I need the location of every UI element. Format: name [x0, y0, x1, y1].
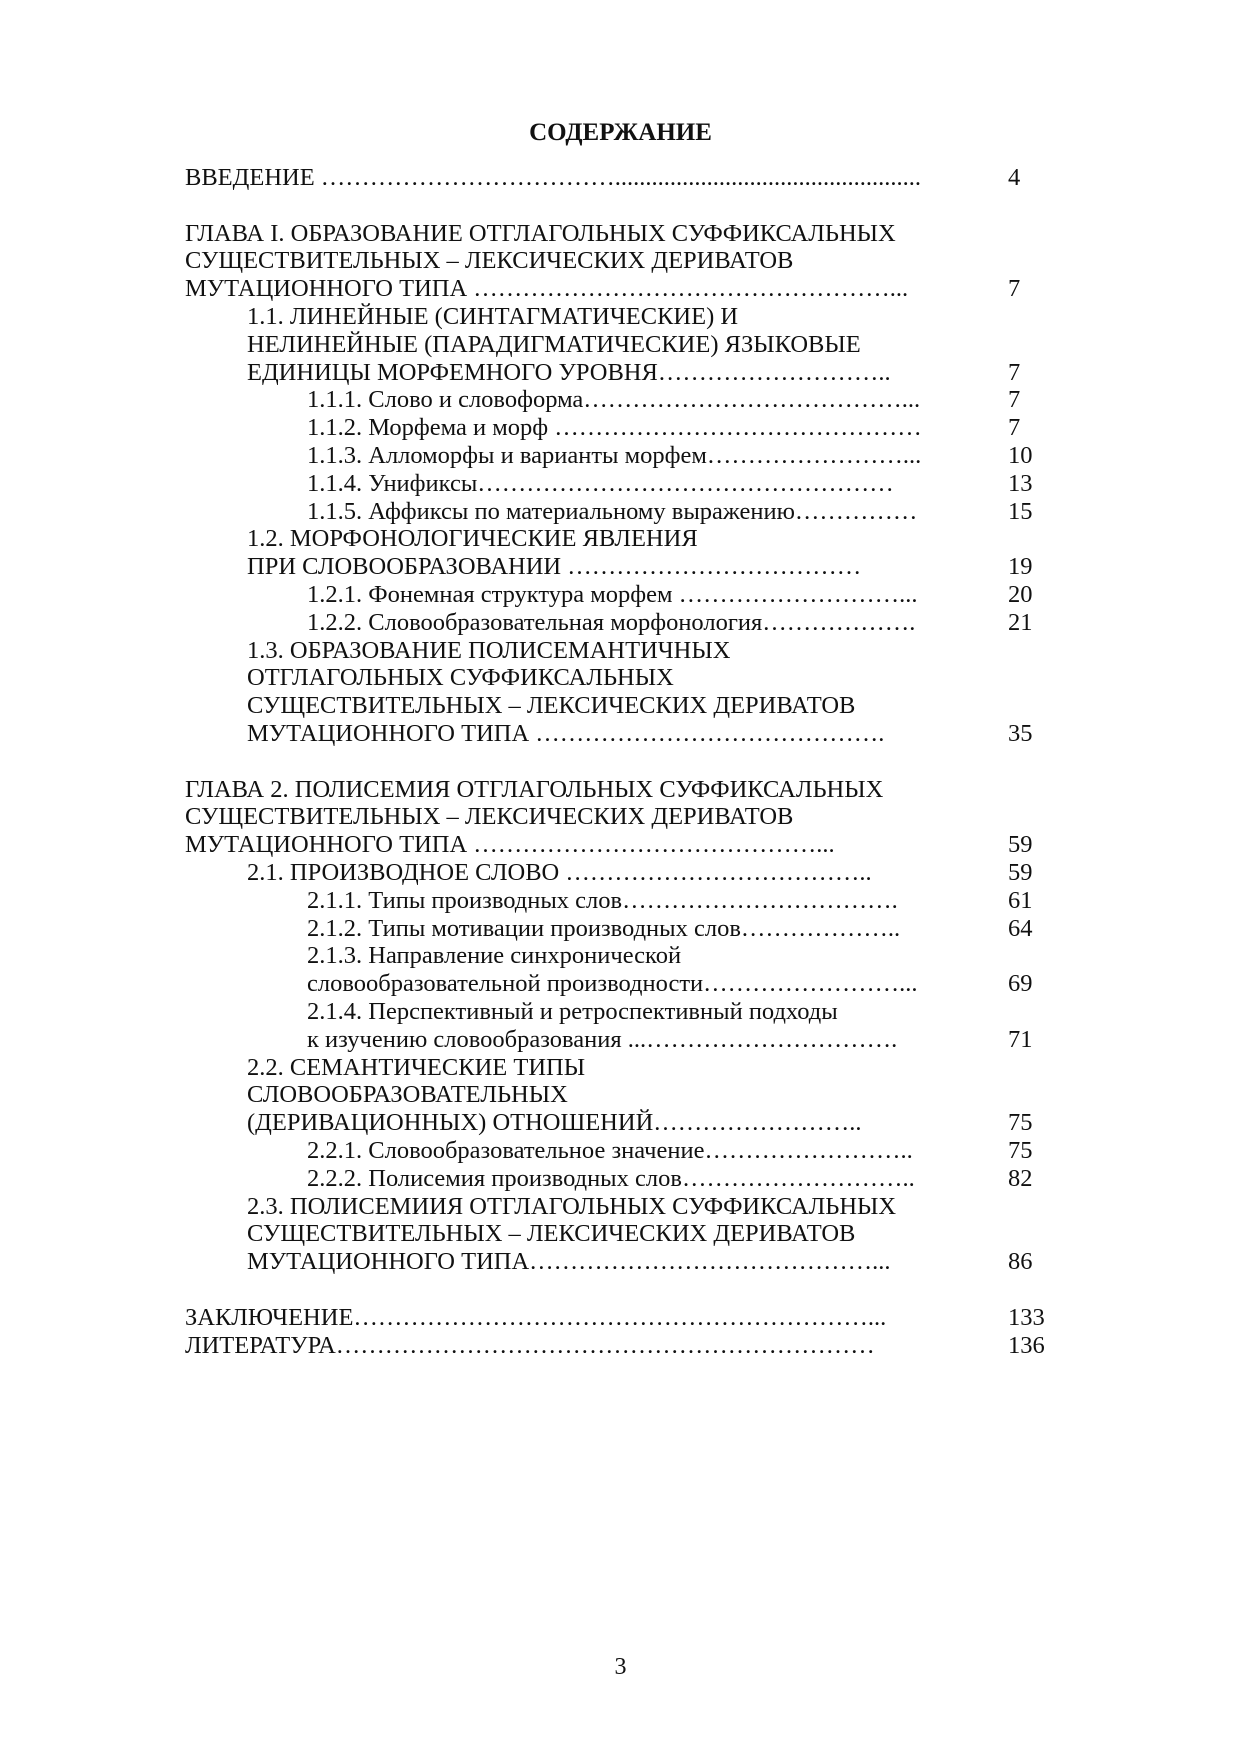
- toc-page-number: 19: [1008, 553, 1033, 581]
- toc-entry-line: 2.3. ПОЛИСЕМИИЯ ОТГЛАГОЛЬНЫХ СУФФИКСАЛЬНЫХ: [247, 1192, 897, 1220]
- toc-entry-line: ПРИ СЛОВООБРАЗОВАНИИ ………………………………: [247, 553, 862, 581]
- toc-entry-line: МУТАЦИОННОГО ТИПА ……………………………………………...: [185, 275, 909, 303]
- toc-entry-line: 2.2. СЕМАНТИЧЕСКИЕ ТИПЫ: [247, 1053, 586, 1081]
- toc-entry-line: МУТАЦИОННОГО ТИПА ……………………………………...: [185, 831, 835, 859]
- toc-entry-line: к изучению словообразования ...………………………….: [307, 1025, 898, 1053]
- toc-page-number: 59: [1008, 831, 1033, 859]
- toc-page-number: 7: [1008, 386, 1021, 414]
- toc-entry-line: ГЛАВА I. ОБРАЗОВАНИЕ ОТГЛАГОЛЬНЫХ СУФФИКСАЛЬНЫХ: [185, 219, 896, 247]
- toc-entry-line: 1.3. ОБРАЗОВАНИЕ ПОЛИСЕМАНТИЧНЫХ: [247, 636, 731, 664]
- toc-entry-line: (ДЕРИВАЦИОННЫХ) ОТНОШЕНИЙ……………………..: [247, 1109, 862, 1137]
- toc-entry-line: СУЩЕСТВИТЕЛЬНЫХ – ЛЕКСИЧЕСКИХ ДЕРИВАТОВ: [185, 247, 794, 275]
- toc-page-number: 7: [1008, 414, 1021, 442]
- toc-page-number: 82: [1008, 1164, 1033, 1192]
- toc-entry-line: НЕЛИНЕЙНЫЕ (ПАРАДИГМАТИЧЕСКИЕ) ЯЗЫКОВЫЕ: [247, 330, 861, 358]
- toc-entry-line: 1.1.4. Унификсы……………………………………………: [307, 469, 894, 497]
- toc-page-number: 71: [1008, 1025, 1033, 1053]
- toc-page-number: 4: [1008, 164, 1021, 191]
- toc-page-number: 64: [1008, 914, 1033, 942]
- page-title: СОДЕРЖАНИЕ: [529, 119, 712, 146]
- toc-entry-line: словообразовательной производности……………………...: [307, 970, 918, 998]
- toc-page-number: 20: [1008, 581, 1033, 608]
- toc-entry-line: 2.1.4. Перспективный и ретроспективный подходы: [307, 998, 838, 1025]
- toc-page-number: 136: [1008, 1331, 1045, 1359]
- toc-entry-line: СУЩЕСТВИТЕЛЬНЫХ – ЛЕКСИЧЕСКИХ ДЕРИВАТОВ: [247, 1220, 856, 1248]
- toc-entry-line: СУЩЕСТВИТЕЛЬНЫХ – ЛЕКСИЧЕСКИХ ДЕРИВАТОВ: [185, 803, 794, 831]
- toc-entry-line: 1.1.5. Аффиксы по материальному выражению……………: [307, 497, 918, 525]
- toc-entry-line: 1.1.2. Морфема и морф ………………………………………: [307, 414, 922, 442]
- page-number: 3: [614, 1654, 627, 1680]
- toc-entry-line: ЕДИНИЦЫ МОРФЕМНОГО УРОВНЯ………………………..: [247, 358, 891, 386]
- toc-page-number: 35: [1008, 720, 1033, 747]
- toc-page-number: 75: [1008, 1109, 1033, 1137]
- toc-entry-line: СУЩЕСТВИТЕЛЬНЫХ – ЛЕКСИЧЕСКИХ ДЕРИВАТОВ: [247, 692, 856, 720]
- toc-entry-line: 2.2.2. Полисемия производных слов………………………..: [307, 1164, 915, 1192]
- toc-page-number: 75: [1008, 1137, 1033, 1164]
- toc-entry-line: 2.1. ПРОИЗВОДНОЕ СЛОВО ………………………………..: [247, 859, 872, 886]
- toc-entry-line: 1.1.3. Алломорфы и варианты морфем……………………...: [307, 442, 922, 469]
- toc-page-number: 21: [1008, 608, 1033, 636]
- toc-entry-line: ГЛАВА 2. ПОЛИСЕМИЯ ОТГЛАГОЛЬНЫХ СУФФИКСАЛЬНЫХ: [185, 775, 884, 803]
- toc-page-number: 13: [1008, 469, 1033, 497]
- toc-page-number: 10: [1008, 442, 1033, 469]
- toc-page-number: 7: [1008, 358, 1021, 386]
- toc-entry-line: 2.1.2. Типы мотивации производных слов………………..: [307, 914, 901, 942]
- toc-entry-line: МУТАЦИОННОГО ТИПА …………………………………….: [247, 720, 885, 747]
- toc-entry-line: МУТАЦИОННОГО ТИПА……………………………………...: [247, 1248, 891, 1276]
- toc-entry-line: 1.2.1. Фонемная структура морфем ………………………...: [307, 581, 918, 608]
- toc-page-number: 133: [1008, 1303, 1045, 1331]
- toc-page-number: 69: [1008, 970, 1033, 998]
- toc-page-number: 7: [1008, 275, 1021, 303]
- toc-page-number: 61: [1008, 886, 1033, 914]
- toc-entry-line: ВВЕДЕНИЕ ………………………………..................................................: [185, 164, 922, 191]
- toc-page-number: 15: [1008, 497, 1033, 525]
- toc-entry-line: 1.1.1. Слово и словоформа…………………………………...: [307, 386, 921, 414]
- toc-entry-line: ОТГЛАГОЛЬНЫХ СУФФИКСАЛЬНЫХ: [247, 664, 674, 692]
- toc-entry-line: ЗАКЛЮЧЕНИЕ………………………………………………………...: [185, 1303, 887, 1331]
- toc-entry-line: 1.1. ЛИНЕЙНЫЕ (СИНТАГМАТИЧЕСКИЕ) И: [247, 303, 739, 330]
- toc-page-number: 59: [1008, 859, 1033, 886]
- toc-page-number: 86: [1008, 1248, 1033, 1276]
- toc-entry-line: 2.1.1. Типы производных слов…………………………….: [307, 886, 898, 914]
- toc-entry-line: 1.2. МОРФОНОЛОГИЧЕСКИЕ ЯВЛЕНИЯ: [247, 525, 698, 553]
- toc-entry-line: 2.2.1. Словообразовательное значение……………………..: [307, 1137, 913, 1164]
- toc-entry-line: ЛИТЕРАТУРА…………………………………………………………: [185, 1331, 875, 1359]
- toc-entry-line: 1.2.2. Словообразовательная морфонология……………….: [307, 608, 916, 636]
- toc-entry-line: 2.1.3. Направление синхронической: [307, 942, 682, 970]
- toc-entry-line: СЛОВООБРАЗОВАТЕЛЬНЫХ: [247, 1081, 568, 1109]
